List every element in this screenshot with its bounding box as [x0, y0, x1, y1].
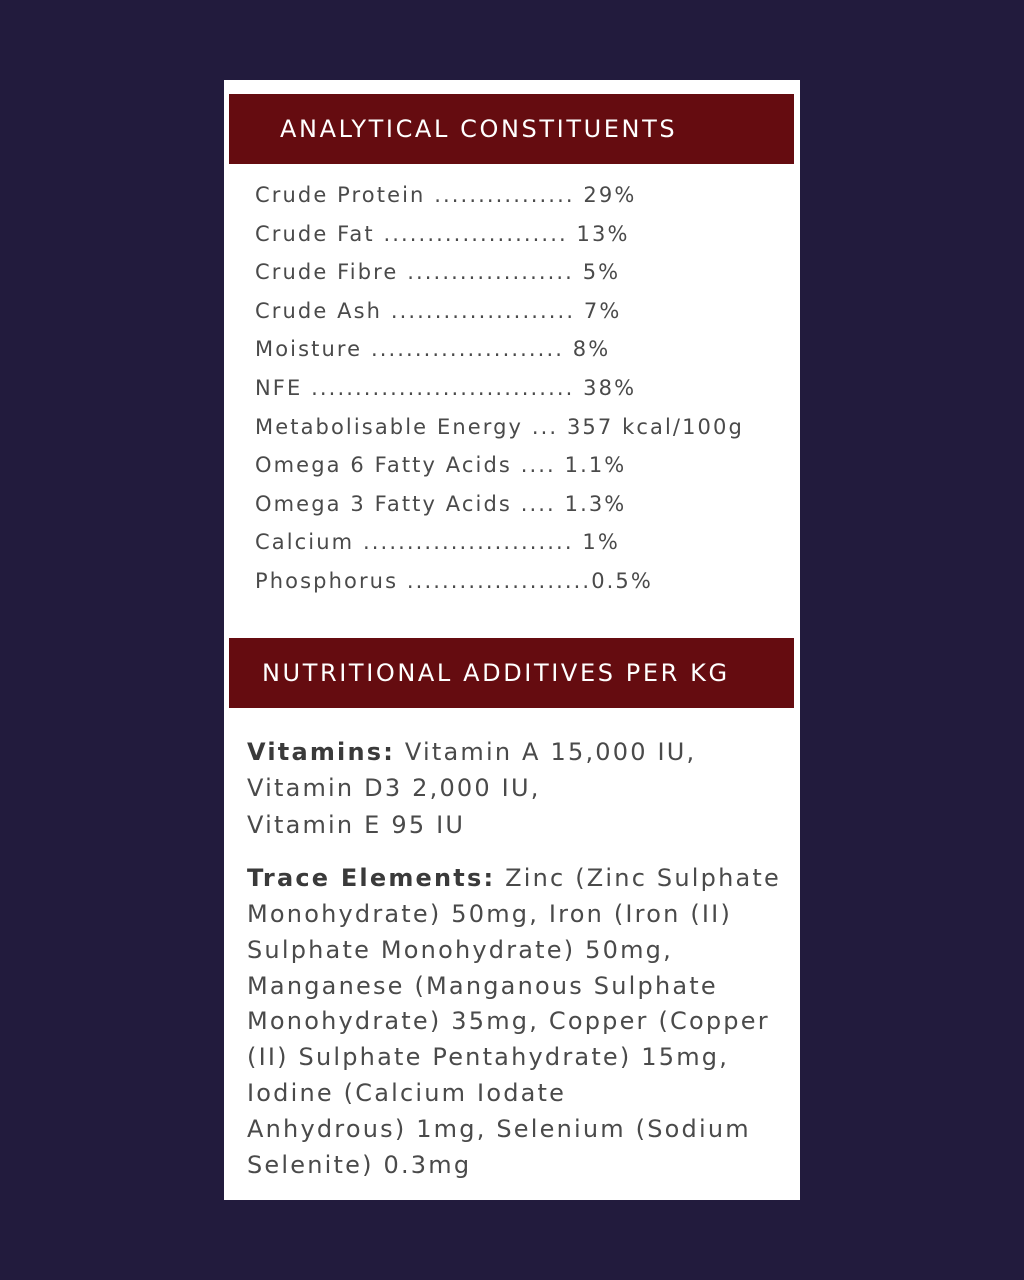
trace-line-6: (II) Sulphate Pentahydrate) 15mg,: [247, 1043, 730, 1072]
analytical-constituents-list: [255, 176, 800, 601]
trace-line-8: Anhydrous) 1mg, Selenium (Sodium: [247, 1114, 751, 1143]
constituent-omega-6: Omega 6 Fatty Acids .... 1.1%: [255, 453, 627, 478]
trace-elements-label: Trace Elements:: [247, 864, 496, 893]
trace-line-3: Sulphate Monohydrate) 50mg,: [247, 935, 673, 964]
nutrition-panel: [224, 80, 800, 1200]
trace-elements-paragraph: [247, 861, 800, 1183]
constituent-crude-ash: Crude Ash ..................... 7%: [255, 298, 622, 323]
constituent-crude-fat: Crude Fat ..................... 13%: [255, 221, 630, 246]
constituent-omega-3: Omega 3 Fatty Acids .... 1.3%: [255, 491, 627, 516]
trace-line-1: [247, 861, 800, 897]
trace-line-7: Iodine (Calcium Iodate: [247, 1079, 567, 1107]
trace-text: Zinc (Zinc Sulphate: [495, 864, 781, 893]
trace-line-5: Monohydrate) 35mg, Copper (Copper: [247, 1007, 770, 1036]
constituent-calcium: Calcium ........................ 1%: [255, 530, 620, 555]
vitamins-label: Vitamins:: [247, 738, 396, 766]
constituent-nfe: NFE .............................. 38%: [255, 375, 637, 400]
vitamins-line-3: Vitamin E 95 IU: [247, 810, 466, 839]
trace-line-4: Manganese (Manganous Sulphate: [247, 971, 718, 1000]
vitamins-paragraph: [247, 734, 800, 843]
vitamins-line-2: Vitamin D3 2,000 IU,: [247, 774, 541, 803]
constituent-phosphorus: Phosphorus .....................0.5%: [255, 568, 653, 593]
constituent-moisture: Moisture ...................... 8%: [255, 337, 611, 362]
constituent-crude-fibre: Crude Fibre ................... 5%: [255, 260, 621, 285]
vitamins-line-1: [247, 734, 800, 770]
nutritional-additives-body: [247, 734, 800, 1200]
trace-line-2: Monohydrate) 50mg, Iron (Iron (II): [247, 900, 733, 929]
trace-line-9: Selenite) 0.3mg: [247, 1150, 472, 1179]
constituent-metabolisable-energy: Metabolisable Energy ... 357 kcal/100g: [255, 414, 744, 439]
analytical-constituents-header: ANALYTICAL CONSTITUENTS: [229, 94, 794, 164]
vitamins-text: Vitamin A 15,000 IU,: [395, 738, 697, 766]
nutritional-additives-header: NUTRITIONAL ADDITIVES PER KG: [229, 638, 794, 708]
constituent-crude-protein: Crude Protein ................ 29%: [255, 183, 637, 207]
